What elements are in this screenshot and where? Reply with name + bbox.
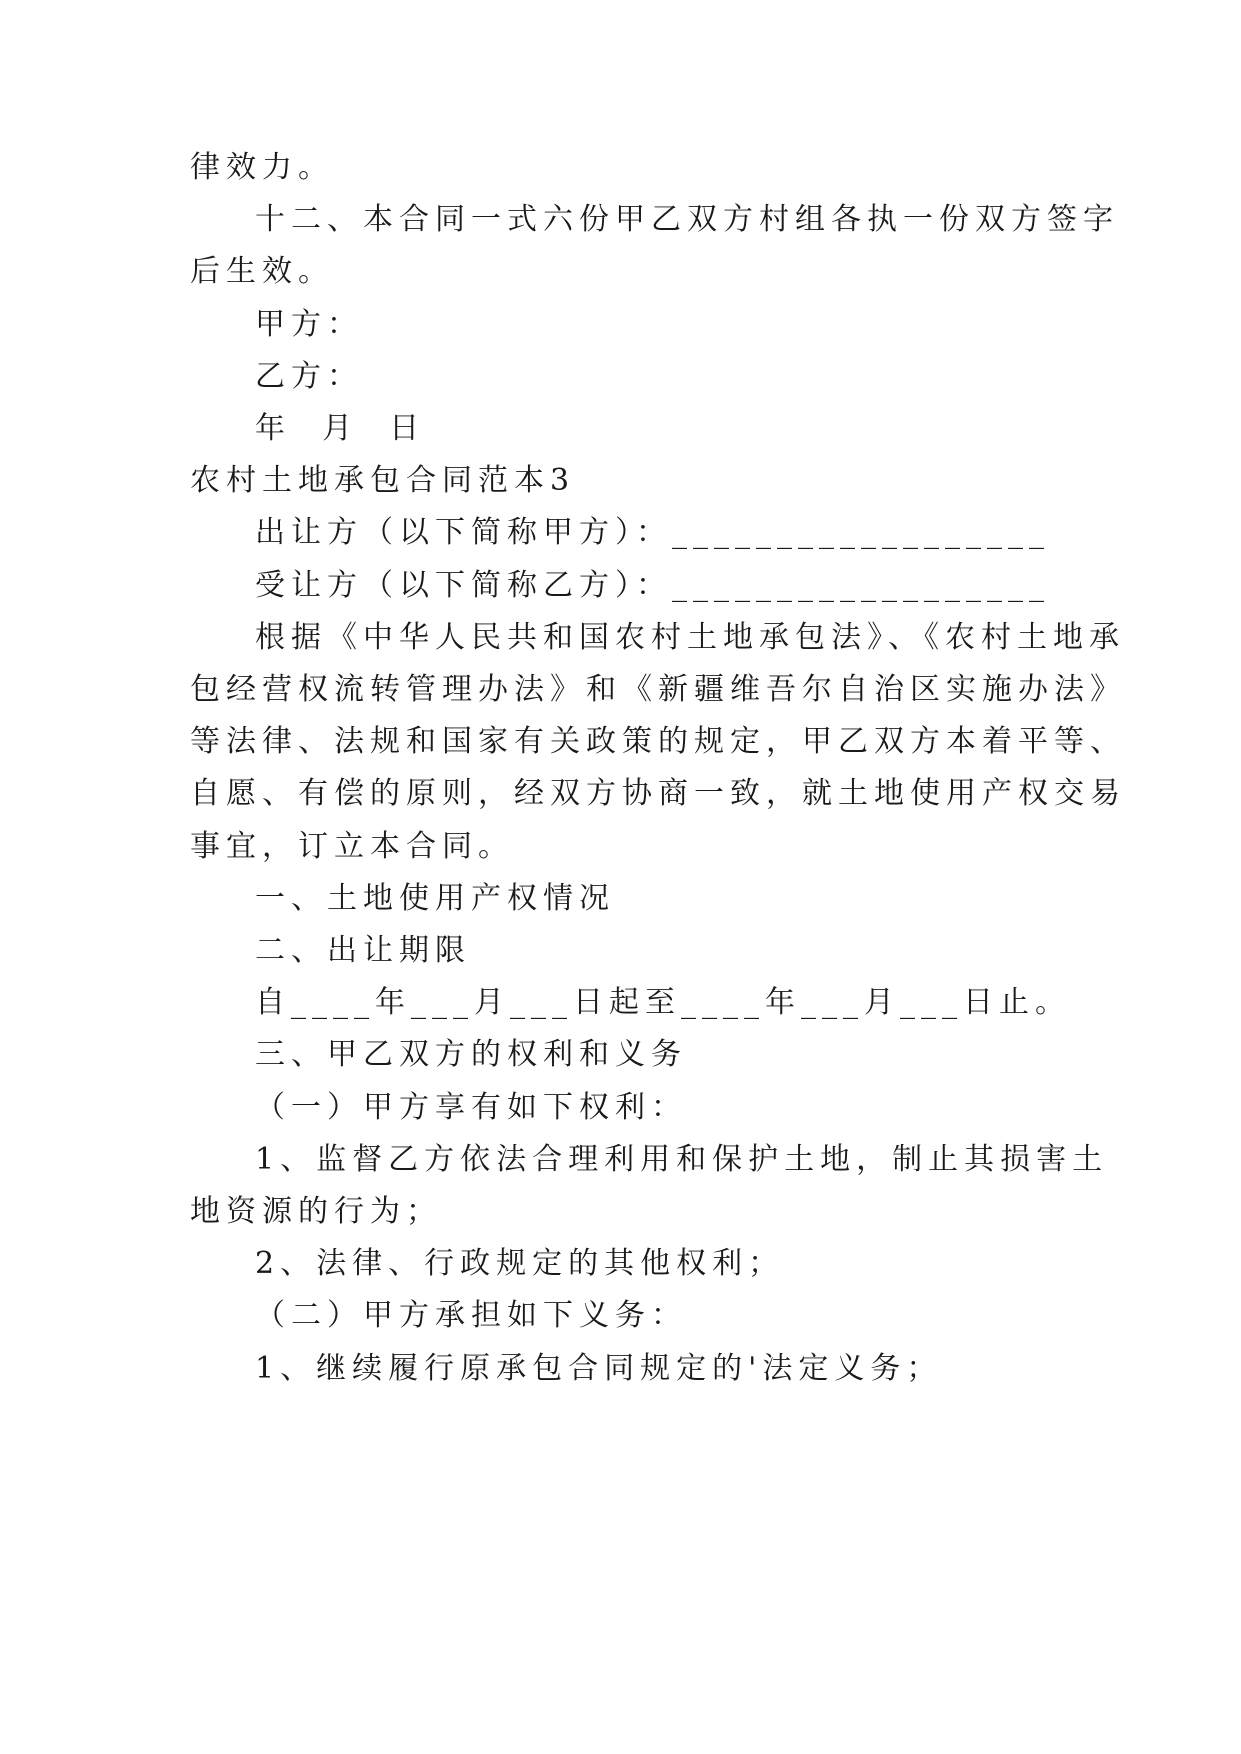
text-line: 自____年___月___日起至____年___月___日止。 — [255, 985, 1071, 1020]
signature-party-b: 乙方： — [255, 359, 363, 394]
text-line: 2、法律、行政规定的其他权利； — [255, 1246, 785, 1281]
clause-heading: 一、土地使用产权情况 — [255, 881, 615, 916]
text-line: 自愿、有偿的原则，经双方协商一致，就土地使用产权交易 — [190, 776, 1126, 811]
text-line: 等法律、法规和国家有关政策的规定，甲乙双方本着平等、 — [190, 724, 1126, 759]
text-line: 十二、本合同一式六份甲乙双方村组各执一份双方签字 — [255, 202, 1119, 237]
clause-heading: 二、出让期限 — [255, 933, 471, 968]
section-title: 农村土地承包合同范本3 — [190, 463, 576, 498]
signature-date: 年 月 日 — [255, 411, 426, 446]
text-line: 律效力。 — [190, 150, 334, 185]
text-line: 包经营权流转管理办法》和《新疆维吾尔自治区实施办法》 — [190, 672, 1126, 707]
text-line: 1、继续履行原承包合同规定的'法定义务； — [255, 1351, 943, 1386]
transferee-line: 受让方（以下简称乙方）：__________________ — [255, 568, 1050, 603]
sub-clause-heading: （一）甲方享有如下权利： — [255, 1090, 687, 1125]
text-line: 1、监督乙方依法合理利用和保护土地，制止其损害土 — [255, 1142, 1109, 1177]
text-line: 后生效。 — [190, 254, 334, 289]
text-line: 地资源的行为； — [190, 1194, 442, 1229]
sub-clause-heading: （二）甲方承担如下义务： — [255, 1298, 687, 1333]
transferor-line: 出让方（以下简称甲方）：__________________ — [255, 515, 1050, 550]
clause-heading: 三、甲乙双方的权利和义务 — [255, 1037, 687, 1072]
text-line: 事宜，订立本合同。 — [190, 829, 514, 864]
text-line: 根据《中华人民共和国农村土地承包法》、《农村土地承 — [255, 620, 1125, 655]
signature-party-a: 甲方： — [255, 307, 363, 342]
